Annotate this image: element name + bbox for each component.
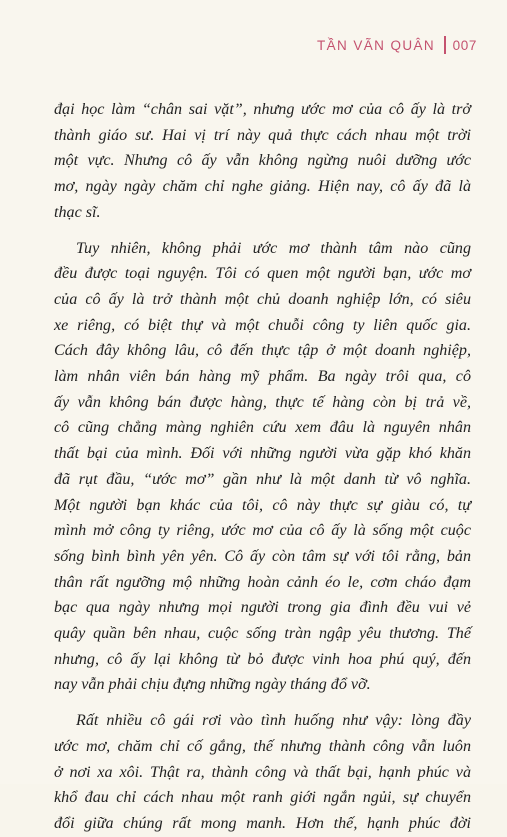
text-line: ấy vẫn không bán được hàng, thực tế hàng còn bị trả về, xyxy=(54,393,471,411)
text-line: quây quần bên nhau, cuộc sống tràn ngập yêu thương. Thế xyxy=(54,625,471,643)
text-line: Cách đây không lâu, cô đến thực tập ở một doanh nghiệp, xyxy=(54,342,471,360)
text-line: đổi giữa chúng rất mong manh. Hơn thế, hạnh phúc đời xyxy=(54,814,471,832)
text-line: cô cũng chẳng màng nghiên cứu xem đâu là nguyên nhân xyxy=(54,419,471,437)
running-header xyxy=(317,36,477,54)
text-line: mơ, ngày ngày chăm chỉ nghe giảng. Hiện nay, cô ấy đã là xyxy=(54,178,471,196)
text-line: Một người bạn khác của tôi, cô này thực sự giàu có, tự xyxy=(54,496,471,514)
paragraph-1 xyxy=(54,97,471,226)
text-line: nhưng, cô ấy lại không từ bỏ được vinh hoa phú quý, đến xyxy=(54,650,471,668)
text-line: đại học làm “chân sai vặt”, nhưng ước mơ của cô ấy là trở xyxy=(54,101,471,118)
text-line: nay vẫn phải chịu đựng những ngày tháng đổ vỡ. xyxy=(54,676,371,694)
text-line: ở nơi xa xôi. Thật ra, thành công và thất bại, hạnh phúc và xyxy=(54,763,471,781)
text-line: mình mở công ty riêng, ước mơ của cô ấy là sống một cuộc xyxy=(54,522,471,540)
text-line: thành giáo sư. Hai vị trí này quả thực cách nhau một trời xyxy=(54,126,471,144)
text-line: đã rụt đầu, “ước mơ” gần như là một danh từ vô nghĩa. xyxy=(54,470,471,488)
text-line: Rất nhiều cô gái rơi vào tình huống như vậy: lòng đầy xyxy=(76,712,471,730)
text-line: một vực. Nhưng cô ấy vẫn không ngừng nuôi dưỡng ước xyxy=(54,152,471,170)
text-line: bạc qua ngày nhưng mọi người trong gia đình đều vui vẻ xyxy=(54,599,471,617)
text-line: ước mơ, chăm chỉ cố gắng, thế nhưng thành công vẫn luôn xyxy=(54,737,471,755)
text-line: Tuy nhiên, không phải ước mơ thành tâm nào cũng xyxy=(76,239,471,257)
body-text xyxy=(54,97,471,837)
text-line: thân rất ngưỡng mộ những hoàn cảnh éo le, cơm cháo đạm xyxy=(54,573,471,591)
paragraph-3 xyxy=(54,708,471,837)
text-line: của cô ấy là trở thành một chủ doanh nghiệp lớn, có siêu xyxy=(54,290,471,308)
text-line: làm nhân viên bán hàng mỹ phẩm. Ba ngày trôi qua, cô xyxy=(54,368,471,386)
header-divider xyxy=(444,36,446,54)
paragraph-2 xyxy=(54,236,471,699)
page-number: 007 xyxy=(452,37,477,53)
text-line: thạc sĩ. xyxy=(54,203,101,221)
text-line: đều được toại nguyện. Tôi có quen một người bạn, ước mơ xyxy=(54,265,471,283)
text-line: sống bình bình yên yên. Cô ấy còn tâm sự với tôi rằng, bản xyxy=(54,547,471,565)
text-line: thất bại của mình. Đối với những người vừa gặp khó khăn xyxy=(54,445,471,463)
header-author: TẦN VÃN QUÂN xyxy=(317,37,436,53)
text-line: khổ đau chỉ cách nhau một ranh giới ngắn ngủi, sự chuyển xyxy=(54,789,471,807)
text-line: xe riêng, có biệt thự và một chuỗi công ty liên quốc gia. xyxy=(54,316,471,334)
